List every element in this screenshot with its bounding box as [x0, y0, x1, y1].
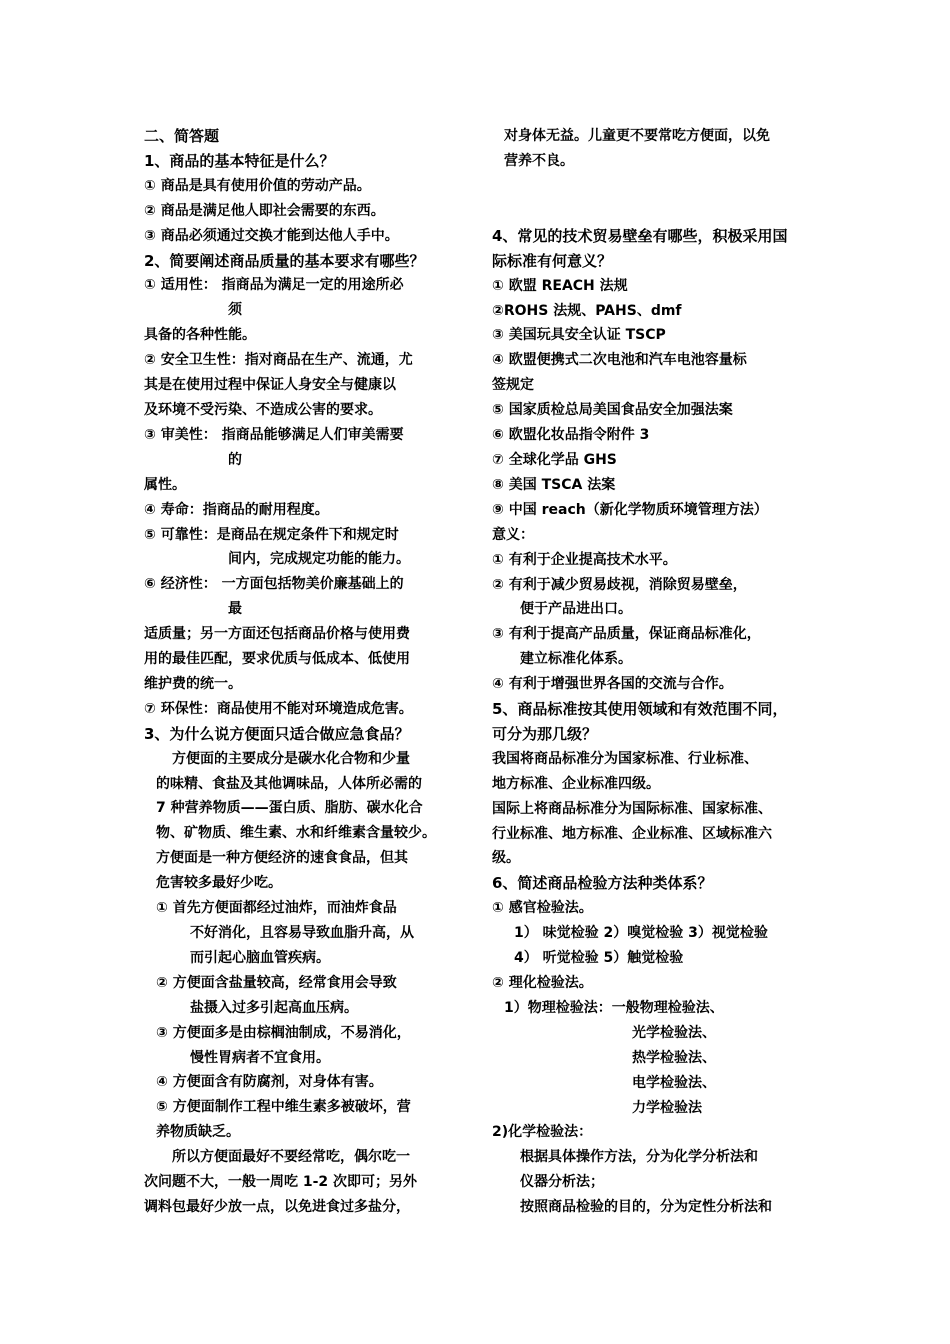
right-line: ⑤ 国家质检总局美国食品安全加强法案 — [492, 402, 733, 419]
left-line: 所以方便面最好不要经常吃，偶尔吃一 — [172, 1149, 410, 1166]
right-line: ② 理化检验法。 — [492, 975, 593, 991]
left-line: ② 方便面含盐量较高，经常食用会导致 — [156, 974, 397, 991]
left-line: ① 适用性： 指商品为满足一定的用途所必 — [144, 277, 404, 294]
left-line: 养物质缺乏。 — [156, 1124, 240, 1141]
left-line: 用的最佳匹配，要求优质与低成本、低使用 — [144, 651, 410, 668]
left-line: 3、为什么说方便面只适合做应急食品？ — [144, 724, 410, 743]
right-line: 2)化学检验法： — [492, 1124, 593, 1141]
left-line: 具备的各种性能。 — [144, 327, 256, 344]
right-line: 可分为那几级？ — [492, 724, 598, 743]
right-line: ④ 有利于增强世界各国的交流与合作。 — [492, 676, 733, 693]
left-line: 方便面是一种方便经济的速食食品，但其 — [156, 850, 408, 867]
left-line: 危害较多最好少吃。 — [156, 875, 282, 892]
left-line: 二、简答题 — [144, 127, 220, 145]
right-column — [492, 124, 822, 1220]
left-line: 及环境不受污染、不造成公害的要求。 — [144, 401, 382, 418]
left-line: 维护费的统一。 — [144, 675, 242, 692]
left-line: ① 商品是具有使用价值的劳动产品。 — [144, 177, 371, 194]
left-line: 最 — [228, 601, 242, 618]
left-line: ⑦ 环保性：商品使用不能对环境造成危害。 — [144, 700, 413, 717]
right-line: 4、常见的技术贸易壁垒有哪些，积极采用国 — [492, 226, 788, 245]
left-line: 次问题不大，一般一周吃 1-2 次即可；另外 — [144, 1174, 418, 1191]
left-line: 的 — [228, 451, 242, 468]
left-column — [144, 124, 469, 1220]
left-line: ⑤ 方便面制作工程中维生素多被破坏，营 — [156, 1099, 411, 1116]
right-line: ②ROHS 法规、PAHS、dmf — [492, 302, 682, 319]
right-line: 电学检验法、 — [632, 1074, 716, 1091]
right-line: 光学检验法、 — [632, 1024, 716, 1041]
left-line: 其是在使用过程中保证人身安全与健康以 — [144, 377, 396, 394]
left-line: 方便面的主要成分是碳水化合物和少量 — [172, 750, 410, 767]
right-line: 行业标准、地方标准、企业标准、区域标准六 — [492, 825, 772, 842]
left-line: ③ 商品必须通过交换才能到达他人手中。 — [144, 227, 399, 244]
right-line: 际标准有何意义？ — [492, 251, 613, 270]
right-line: ⑧ 美国 TSCA 法案 — [492, 476, 616, 493]
left-line: ⑥ 经济性： 一方面包括物美价廉基础上的 — [144, 576, 404, 593]
left-line: 1、商品的基本特征是什么？ — [144, 151, 335, 170]
left-line: 须 — [228, 302, 242, 319]
left-line: 7 种营养物质——蛋白质、脂肪、碳水化合 — [156, 800, 423, 817]
left-line: ③ 方便面多是由棕榈油制成，不易消化， — [156, 1024, 411, 1041]
right-line: ③ 有利于提高产品质量，保证商品标准化， — [492, 626, 761, 643]
left-line: 慢性胃病者不宜食用。 — [190, 1049, 330, 1066]
right-line: 1） 味觉检验 2）嗅觉检验 3）视觉检验 — [514, 925, 768, 942]
right-line: ④ 欧盟便携式二次电池和汽车电池容量标 — [492, 352, 747, 369]
right-line: 仪器分析法； — [520, 1174, 604, 1191]
left-line: 间内，完成规定功能的能力。 — [228, 551, 410, 568]
right-line: 6、简述商品检验方法种类体系？ — [492, 874, 713, 893]
right-line: 力学检验法 — [632, 1099, 702, 1116]
right-line: ① 有利于企业提高技术水平。 — [492, 551, 677, 568]
left-line: 物、矿物质、维生素、水和纤维素含量较少。 — [156, 825, 436, 842]
right-line: 签规定 — [492, 377, 534, 394]
right-line: 地方标准、企业标准四级。 — [492, 775, 660, 792]
left-line: 的味精、食盐及其他调味品，人体所必需的 — [156, 775, 422, 792]
right-line: 我国将商品标准分为国家标准、行业标准、 — [492, 750, 758, 767]
left-line: 适质量；另一方面还包括商品价格与使用费 — [144, 626, 410, 643]
left-line: ② 商品是满足他人即社会需要的东西。 — [144, 202, 385, 219]
left-line: ③ 审美性： 指商品能够满足人们审美需要 — [144, 426, 404, 443]
left-line: ④ 方便面含有防腐剂，对身体有害。 — [156, 1074, 383, 1091]
right-line: 5、商品标准按其使用领域和有效范围不同， — [492, 700, 788, 719]
left-line: 调料包最好少放一点，以免进食过多盐分， — [144, 1198, 410, 1215]
right-line: ⑦ 全球化学品 GHS — [492, 451, 617, 468]
right-line: 建立标准化体系。 — [520, 651, 632, 668]
right-line: 1）物理检验法：一般物理检验法、 — [504, 999, 724, 1016]
left-line: ⑤ 可靠性：是商品在规定条件下和规定时 — [144, 526, 399, 543]
right-line: ① 感官检验法。 — [492, 900, 593, 917]
right-line: 国际上将商品标准分为国际标准、国家标准、 — [492, 800, 772, 817]
right-line: 对身体无益。儿童更不要常吃方便面，以免 — [504, 128, 770, 144]
right-line: 级。 — [492, 850, 520, 867]
right-line: ⑨ 中国 reach（新化学物质环境管理方法） — [492, 501, 768, 518]
left-line: 不好消化，且容易导致血脂升高，从 — [190, 925, 414, 941]
left-line: 而引起心脑血管疾病。 — [190, 949, 330, 966]
right-line: 营养不良。 — [504, 152, 574, 169]
right-line: ⑥ 欧盟化妆品指令附件 3 — [492, 427, 650, 444]
right-line: ② 有利于减少贸易歧视，消除贸易壁垒， — [492, 576, 747, 593]
right-line: 热学检验法、 — [632, 1049, 716, 1066]
left-line: 盐摄入过多引起高血压病。 — [190, 999, 358, 1016]
left-line: 属性。 — [144, 476, 186, 493]
right-line: 根据具体操作方法，分为化学分析法和 — [520, 1149, 758, 1166]
right-line: 便于产品进出口。 — [520, 601, 632, 618]
right-line — [492, 174, 822, 224]
right-line: ① 欧盟 REACH 法规 — [492, 277, 628, 294]
left-line: ④ 寿命：指商品的耐用程度。 — [144, 501, 329, 518]
left-line: 2、简要阐述商品质量的基本要求有哪些？ — [144, 251, 425, 270]
right-line: 按照商品检验的目的，分为定性分析法和 — [520, 1199, 772, 1216]
right-line: ③ 美国玩具安全认证 TSCP — [492, 327, 666, 344]
right-line: 意义： — [492, 526, 534, 543]
left-line: ① 首先方便面都经过油炸，而油炸食品 — [156, 900, 397, 917]
left-line: ② 安全卫生性：指对商品在生产、流通，尤 — [144, 352, 413, 369]
right-line: 4） 听觉检验 5）触觉检验 — [514, 950, 684, 967]
